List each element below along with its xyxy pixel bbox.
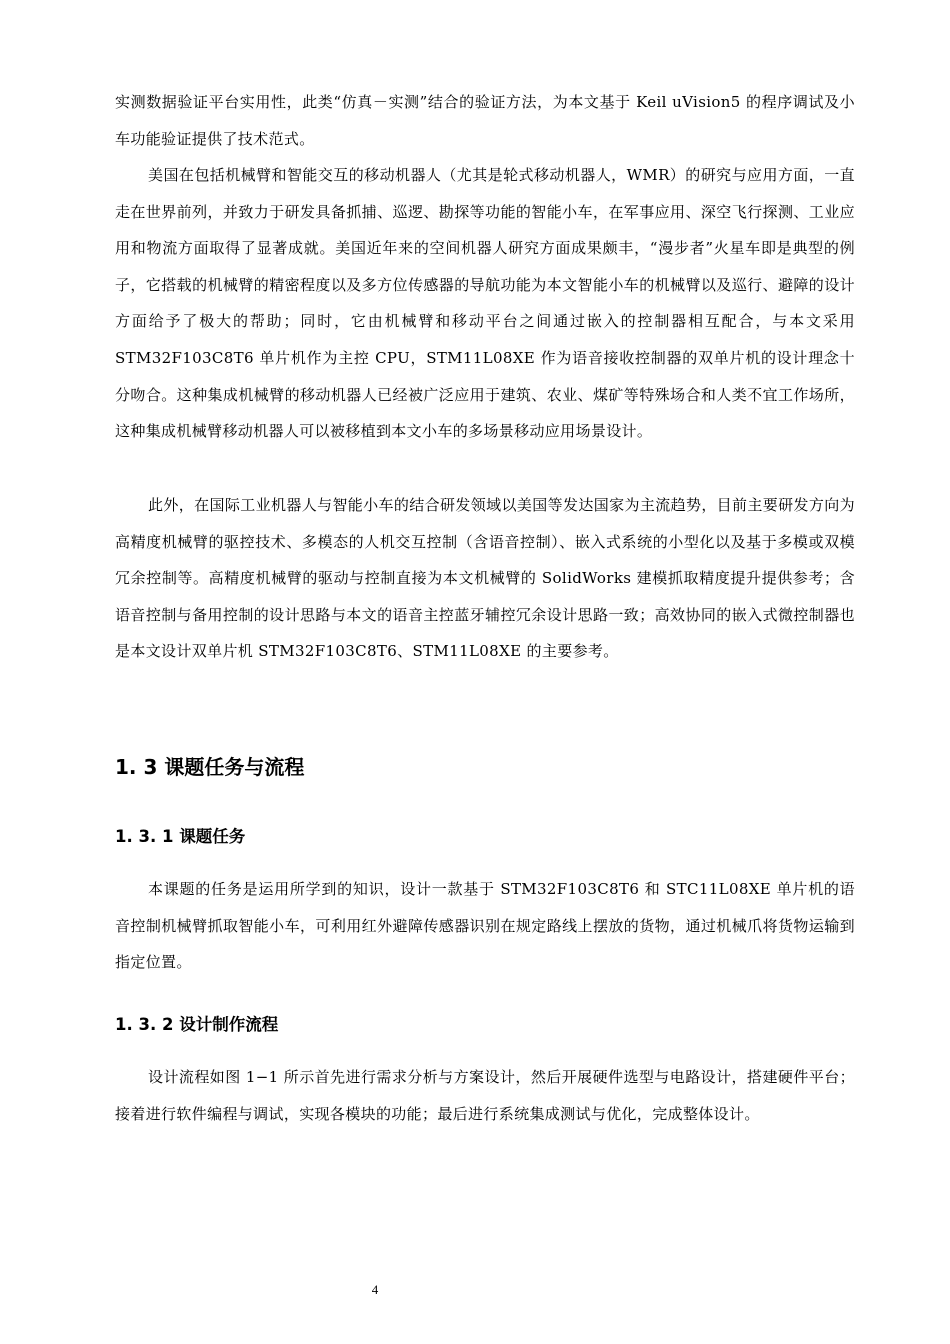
paragraph-task bbox=[115, 871, 855, 981]
subsection-heading-1-3-1: 1. 3. 1 课题任务 bbox=[115, 827, 246, 846]
section-heading-1-3: 1. 3 课题任务与流程 bbox=[115, 755, 305, 779]
paragraph-text: 美国在包括机械臂和智能交互的移动机器人（尤其是轮式移动机器人，WMR）的研究与应用方面，一直走在世界前列，并致力于研发具备抓捕、巡逻、勘探等功能的智能小车，在军事应用、深空飞行探测、工业应用和物流方面取得了显著成就。美国近年来的空间机器人研究方面成果颇丰，“漫步者”火星车即是典型的例子，它搭载的机械臂的精密程度以及多方位传感器的导航功能为本文智能小车的机械臂以及巡行、避障的设计方面给予了极大的帮助；同时，它由机械臂和移动平台之间通过嵌入的控制器相互配合，与本文采用 STM32F103C8T6 单片机作为主控 CPU，STM11L08XE 作为语音接收控制器的双单片机的设计理念十分吻合。这种集成机械臂的移动机器人已经被广泛应用于建筑、农业、煤矿等特殊场合和人类不宜工作场所，这种集成机械臂移动机器人可以被移植到本文小车的多场景移动应用场景设计。 bbox=[115, 166, 855, 441]
subsection-heading-1-3-2: 1. 3. 2 设计制作流程 bbox=[115, 1015, 279, 1034]
paragraph-text: 此外，在国际工业机器人与智能小车的结合研发领域以美国等发达国家为主流趋势，目前主要研发方向为高精度机械臂的驱控技术、多模态的人机交互控制（含语音控制）、嵌入式系统的小型化以及基于多模或双模冗余控制等。高精度机械臂的驱动与控制直接为本文机械臂的 SolidWorks 建模抓取精度提升提供参考；含语音控制与备用控制的设计思路与本文的语音主控蓝牙辅控冗余设计思路一致；高效协同的嵌入式微控制器也是本文设计双单片机 STM32F103C8T6、STM11L08XE 的主要参考。 bbox=[115, 496, 855, 661]
paragraph-text: 实测数据验证平台实用性，此类“仿真－实测”结合的验证方法，为本文基于 Keil uVision5 的程序调试及小车功能验证提供了技术范式。 bbox=[115, 93, 855, 148]
paragraph-text: 设计流程如图 1−1 所示首先进行需求分析与方案设计，然后开展硬件选型与电路设计，搭建硬件平台；接着进行软件编程与调试，实现各模块的功能；最后进行系统集成测试与优化，完成整体设计。 bbox=[115, 1068, 855, 1123]
page-number: 4 bbox=[371, 1282, 379, 1297]
paragraph-international-trends bbox=[115, 487, 855, 670]
paragraph-text: 本课题的任务是运用所学到的知识，设计一款基于 STM32F103C8T6 和 STC11L08XE 单片机的语音控制机械臂抓取智能小车，可利用红外避障传感器识别在规定路线上摆放的货物，通过机械爪将货物运输到指定位置。 bbox=[115, 880, 855, 972]
paragraph-continuation bbox=[115, 84, 855, 157]
paragraph-us-research bbox=[115, 157, 855, 450]
paragraph-design-process bbox=[115, 1059, 855, 1132]
